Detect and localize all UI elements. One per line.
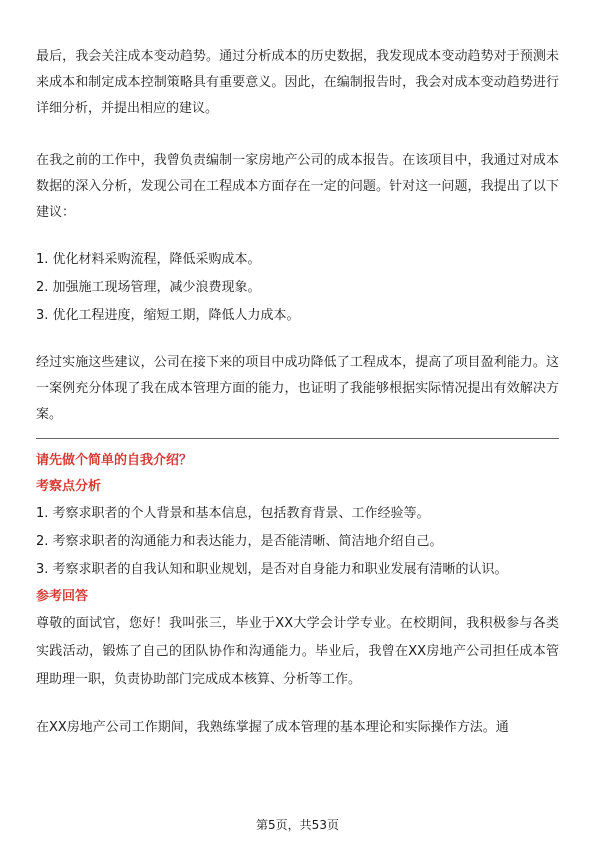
- suggestion-item: 1. 优化材料采购流程，降低采购成本。: [36, 252, 261, 267]
- paragraph-conclusion: 经过实施这些建议，公司在接下来的项目中成功降低了工程成本，提高了项目盈利能力。这一案例充分体现了我在成本管理方面的能力，也证明了我能够根据实际情况提出有效解决方案。: [36, 355, 559, 422]
- analysis-list: [36, 500, 559, 584]
- answer-paragraph: 在XX房地产公司工作期间，我熟练掌握了成本管理的基本理论和实际操作方法。通: [36, 720, 509, 735]
- analysis-point: 3. 考察求职者的自我认知和职业规划，是否对自身能力和职业发展有清晰的认识。: [36, 562, 508, 577]
- answer-heading: 参考回答: [36, 589, 89, 604]
- answer-paragraph: 尊敬的面试官，您好！我叫张三，毕业于XX大学会计学专业。在校期间，我积极参与各类实践活动，锻炼了自己的团队协作和沟通能力。毕业后，我曾在XX房地产公司担任成本管理助理一职，负责协助部门完成成本核算、分析等工作。: [36, 616, 559, 687]
- question-title: 请先做个简单的自我介绍？: [36, 453, 193, 468]
- paragraph-cost-trend: 最后，我会关注成本变动趋势。通过分析成本的历史数据，我发现成本变动趋势对于预测未来成本和制定成本控制策略具有重要意义。因此，在编制报告时，我会对成本变动趋势进行详细分析，并提出相应的建议。: [36, 49, 559, 116]
- answer-body: [36, 610, 559, 742]
- paragraph-previous-work: 在我之前的工作中，我曾负责编制一家房地产公司的成本报告。在该项目中，我通过对成本数据的深入分析，发现公司在工程成本方面存在一定的问题。针对这一问题，我提出了以下建议：: [36, 153, 559, 220]
- page-number: 第5页，共53页: [256, 818, 339, 832]
- suggestion-list: [36, 246, 559, 330]
- suggestion-item: 2. 加强施工现场管理，减少浪费现象。: [36, 280, 261, 295]
- analysis-heading: 考察点分析: [36, 479, 102, 494]
- section-divider: [36, 438, 559, 439]
- page-content: [36, 44, 559, 742]
- suggestion-item: 3. 优化工程进度，缩短工期，降低人力成本。: [36, 308, 300, 323]
- analysis-point: 2. 考察求职者的沟通能力和表达能力，是否能清晰、简洁地介绍自己。: [36, 534, 443, 549]
- analysis-point: 1. 考察求职者的个人背景和基本信息，包括教育背景、工作经验等。: [36, 506, 430, 521]
